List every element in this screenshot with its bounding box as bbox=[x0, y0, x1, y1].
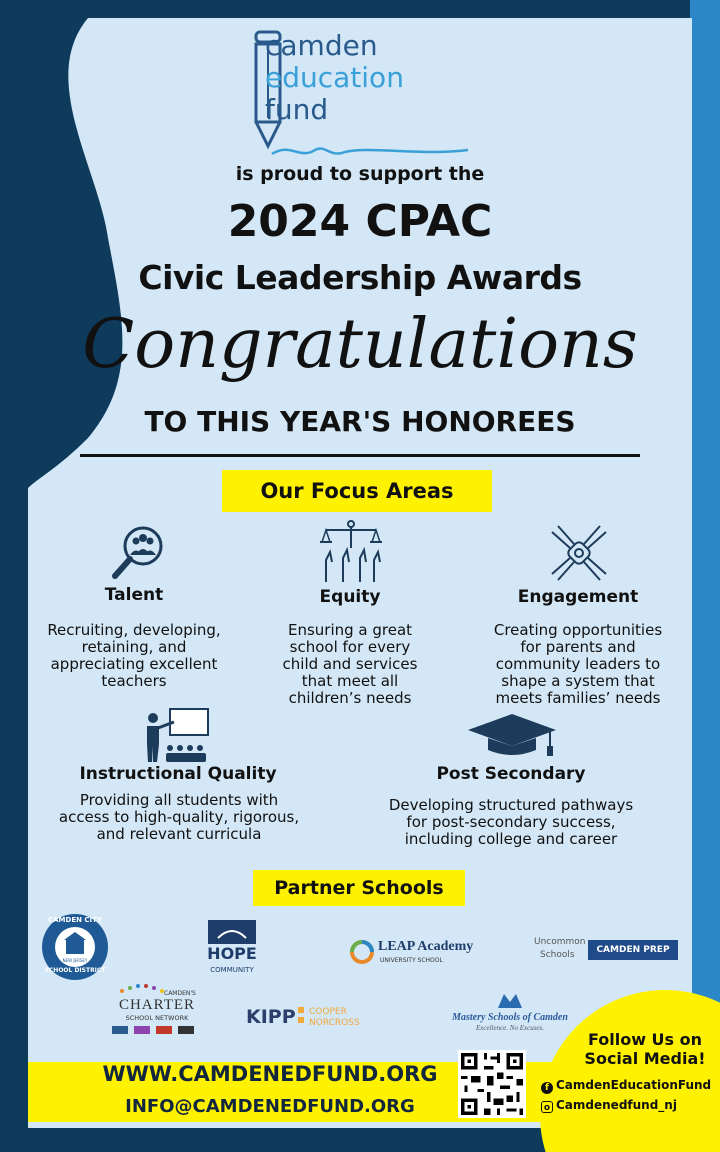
instagram-link[interactable] bbox=[541, 1098, 677, 1113]
engagement-desc-line: meets families’ needs bbox=[495, 689, 661, 707]
talent-desc-line: appreciating excellent bbox=[50, 655, 218, 673]
graduation-cap-icon bbox=[466, 712, 558, 758]
instructional-desc-line: and relevant curricula bbox=[96, 825, 262, 843]
mastery-name: Mastery Schools of Camden bbox=[452, 1012, 568, 1023]
instructional-desc-line: access to high-quality, rigorous, bbox=[58, 808, 300, 826]
mastery-tag: Excellence. No Excuses. bbox=[475, 1024, 545, 1032]
divider bbox=[80, 454, 640, 457]
post-secondary-desc-line: including college and career bbox=[404, 830, 618, 848]
equity-desc-line: that meet all bbox=[301, 672, 399, 690]
talent-desc bbox=[34, 622, 234, 690]
instructional-quality-title: Instructional Quality bbox=[79, 764, 277, 784]
equity-desc-line: child and services bbox=[282, 655, 418, 673]
logo-line-2: education bbox=[265, 61, 404, 94]
honorees-heading: TO THIS YEAR'S HONOREES bbox=[144, 405, 576, 438]
charter-sub: SCHOOL NETWORK bbox=[125, 1014, 189, 1022]
instructional-quality-desc bbox=[34, 792, 324, 843]
instructional-desc-line: Providing all students with bbox=[79, 791, 279, 809]
engagement-desc-line: community leaders to bbox=[495, 655, 661, 673]
leap-academy-logo-icon bbox=[350, 940, 374, 964]
kipp-colon-dot bbox=[298, 1007, 304, 1013]
talent-desc-line: retaining, and bbox=[81, 638, 187, 656]
engagement-desc-line: for parents and bbox=[520, 638, 636, 656]
engagement-title: Engagement bbox=[517, 587, 639, 607]
kipp-line-2: NORCROSS bbox=[309, 1018, 360, 1028]
engagement-desc-line: shape a system that bbox=[501, 672, 655, 690]
facebook-handle: CamdenEducationFund bbox=[556, 1078, 712, 1092]
talent-search-icon bbox=[107, 524, 167, 584]
equity-desc-line: Ensuring a great bbox=[287, 621, 413, 639]
kipp-colon-dot bbox=[298, 1017, 304, 1023]
facebook-link[interactable] bbox=[541, 1078, 711, 1094]
ccsd-state-text: NEW JERSEY bbox=[62, 958, 88, 963]
equity-desc-line: school for every bbox=[289, 638, 411, 656]
uncommon-name-2: Schools bbox=[540, 950, 575, 960]
ccsd-top-text: CAMDEN CITY bbox=[48, 916, 102, 924]
teacher-board-icon bbox=[144, 706, 212, 764]
kipp-name: KIPP bbox=[246, 1006, 296, 1028]
logo-line-1: camden bbox=[265, 29, 378, 62]
hope-name: HOPE bbox=[207, 944, 257, 963]
proud-text: is proud to support the bbox=[235, 163, 485, 185]
post-secondary-desc bbox=[363, 797, 659, 848]
charter-network-dots-icon bbox=[118, 982, 166, 994]
event-year-title: 2024 CPAC bbox=[227, 196, 493, 247]
email-link[interactable]: INFO@CAMDENEDFUND.ORG bbox=[125, 1096, 415, 1117]
engagement-desc-line: Creating opportunities bbox=[493, 621, 663, 639]
logo-line-3: fund bbox=[265, 93, 329, 126]
camden-prep-badge: CAMDEN PREP bbox=[588, 940, 678, 960]
charter-name: CHARTER bbox=[118, 997, 196, 1013]
instagram-icon: o bbox=[541, 1101, 553, 1113]
charter-small: CAMDEN'S bbox=[164, 990, 196, 997]
ccsd-bottom-text: SCHOOL DISTRICT bbox=[44, 967, 106, 974]
talent-desc-line: Recruiting, developing, bbox=[47, 621, 221, 639]
leap-sub: UNIVERSITY SCHOOL bbox=[380, 957, 443, 964]
kipp-colon bbox=[298, 1007, 304, 1025]
talent-desc-line: teachers bbox=[101, 672, 167, 690]
logo-wordmark bbox=[265, 30, 404, 126]
hope-sub: COMMUNITY bbox=[210, 966, 254, 974]
award-title: Civic Leadership Awards bbox=[138, 258, 582, 297]
equity-title: Equity bbox=[319, 587, 381, 607]
follow-us-heading: Follow Us on Social Media! bbox=[584, 1030, 706, 1068]
kipp-line-1: COOPER bbox=[309, 1007, 347, 1017]
instagram-handle: Camdenedfund_nj bbox=[556, 1098, 677, 1112]
scales-hands-icon bbox=[318, 518, 384, 584]
post-secondary-desc-line: Developing structured pathways bbox=[388, 796, 634, 814]
equity-desc bbox=[250, 622, 450, 707]
partner-schools-label: Partner Schools bbox=[253, 870, 465, 906]
focus-areas-label: Our Focus Areas bbox=[222, 470, 492, 512]
joined-hands-icon bbox=[548, 522, 610, 584]
post-secondary-desc-line: for post-secondary success, bbox=[406, 813, 616, 831]
congratulations-script: Congratulations bbox=[82, 305, 638, 384]
website-link[interactable]: WWW.CAMDENEDFUND.ORG bbox=[102, 1062, 438, 1086]
equity-desc-line: children’s needs bbox=[288, 689, 412, 707]
leap-name: LEAP Academy bbox=[378, 939, 474, 954]
post-secondary-title: Post Secondary bbox=[436, 764, 586, 784]
facebook-icon: f bbox=[541, 1082, 553, 1094]
uncommon-name-1: Uncommon bbox=[534, 937, 586, 947]
charter-member-logos-icon bbox=[112, 1024, 202, 1036]
engagement-desc bbox=[463, 622, 693, 707]
logo-squiggle-icon bbox=[270, 140, 470, 162]
qr-code-icon[interactable] bbox=[458, 1050, 526, 1118]
mastery-logo-icon bbox=[496, 992, 524, 1010]
talent-title: Talent bbox=[104, 585, 164, 605]
